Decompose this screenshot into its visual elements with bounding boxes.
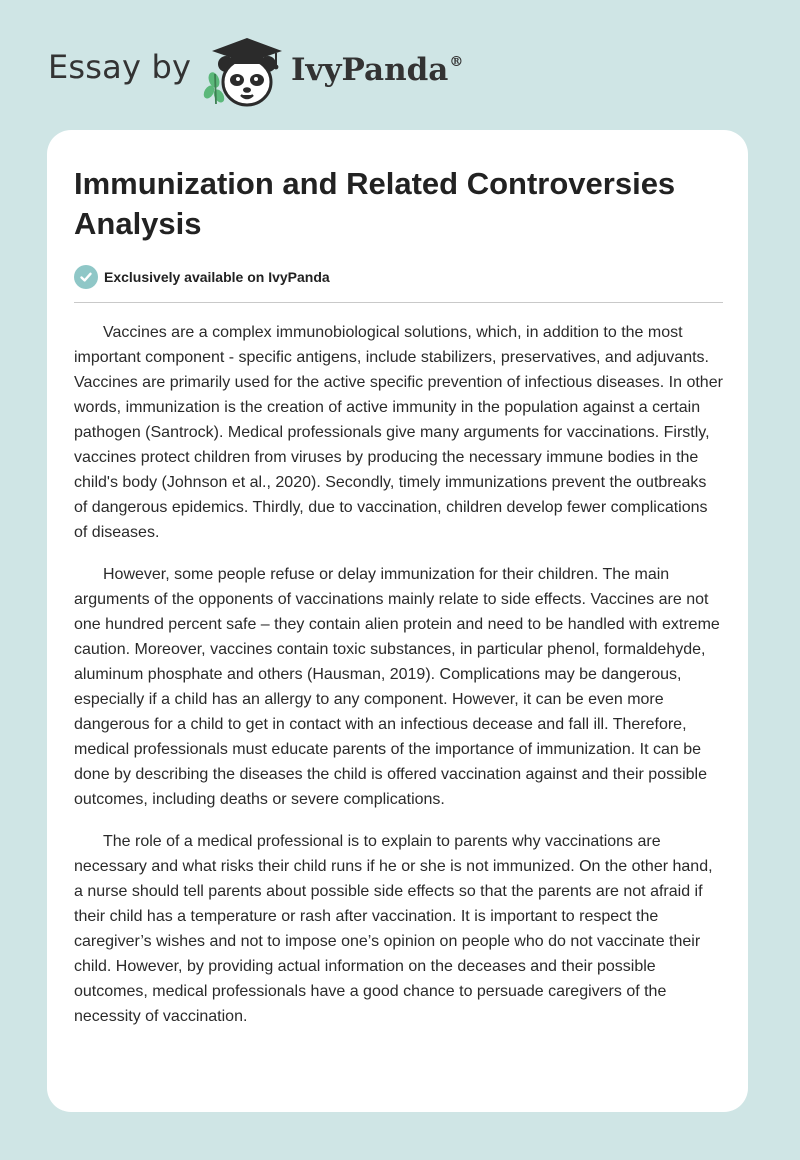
exclusive-label: Exclusively available on IvyPanda: [104, 269, 330, 285]
essay-by-label: Essay by: [48, 48, 192, 86]
check-circle-icon: [74, 265, 98, 289]
divider: [74, 302, 723, 303]
page-title: Immunization and Related Controversies Analysis: [74, 166, 676, 241]
exclusive-badge: [74, 264, 330, 290]
registered-mark: ®: [449, 54, 464, 70]
article-body: [74, 320, 724, 1046]
brand-name[interactable]: IvyPanda®: [291, 52, 464, 88]
article-card: [47, 130, 748, 1112]
site-header: [48, 30, 648, 110]
paragraph: However, some people refuse or delay immunization for their children. The main arguments of the opponents of vaccinations mainly relate to side effects. Vaccines are not one hundred percent safe – they contain alien protein and need to be handled with extreme caution. Moreover, vaccines contain toxic substances, in particular phenol, formaldehyde, aluminum phosphate and others (Hausman, 2019). Complications may be dangerous, especially if a child has an allergy to any component. However, it can be even more dangerous for a child to get in contact with an infectious decease and fall ill. Therefore, medical professionals must educate parents of the importance of immunization. It can be done by describing the diseases the child is offered vaccination against and their possible outcomes, including deaths or severe complications.: [74, 566, 720, 808]
paragraph: The role of a medical professional is to explain to parents why vaccinations are necessary and what risks their child runs if he or she is not immunized. On the other hand, a nurse should tell parents about possible side effects so that the parents are not afraid if their child has a temperature or rash after vaccination. It is important to respect the caregiver’s wishes and not to impose one’s opinion on people who do not vaccinate their child. However, by providing actual information on the deceases and their possible outcomes, medical professionals have a good chance to persuade caregivers of the necessity of vaccination.: [74, 833, 713, 1025]
panda-graduate-icon: [202, 34, 288, 110]
paragraph: Vaccines are a complex immunobiological solutions, which, in addition to the most important component - specific antigens, include stabilizers, preservatives, and adjuvants. Vaccines are primarily used for the active specific prevention of infectious diseases. In other words, immunization is the creation of active immunity in the population against a certain pathogen (Santrock). Medical professionals give many arguments for vaccinations. Firstly, vaccines protect children from viruses by producing the necessary immune bodies in the child's body (Johnson et al., 2020). Secondly, timely immunizations prevent the outbreaks of dangerous epidemics. Thirdly, due to vaccination, children develop fewer complications of diseases.: [74, 324, 723, 541]
